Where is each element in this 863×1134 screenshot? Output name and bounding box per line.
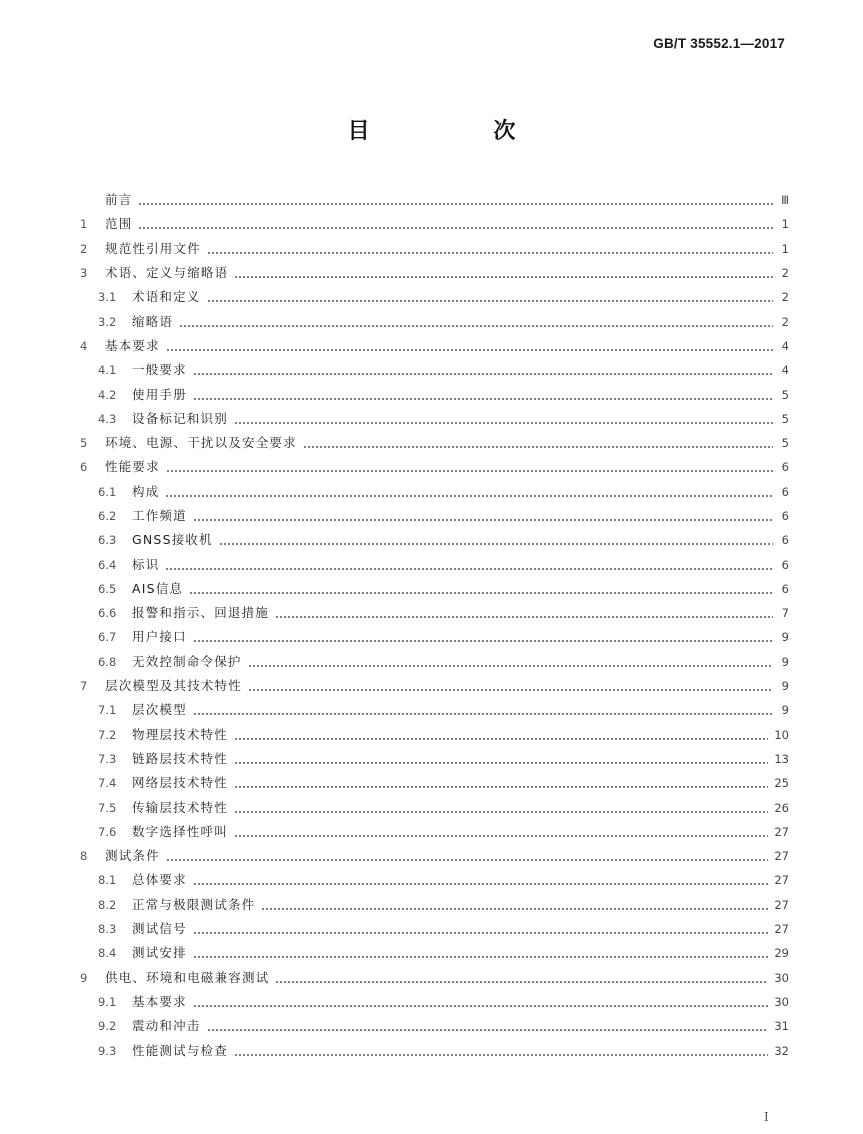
toc-entry-number: 4.3 <box>98 411 117 426</box>
toc-subsection-entry[interactable] <box>80 893 789 917</box>
toc-entry-number: 3.1 <box>98 290 117 305</box>
toc-entry-number: 6.2 <box>98 509 117 523</box>
dot-leader <box>166 844 769 868</box>
toc-subsection-entry[interactable] <box>80 528 789 552</box>
toc-entry-label: AIS信息 <box>132 580 184 596</box>
toc-entry-number: 7.5 <box>98 800 117 815</box>
dot-leader <box>165 553 773 577</box>
toc-entry-number: 7 <box>80 679 88 694</box>
dot-leader <box>179 310 773 334</box>
toc-entry-page: 30 <box>774 994 789 1009</box>
toc-entry-label: 使用手册 <box>132 386 187 402</box>
toc-entry-page: 31 <box>774 1019 789 1034</box>
toc-section-entry[interactable] <box>80 334 789 358</box>
dot-leader <box>234 820 768 844</box>
toc-entry-label: 基本要求 <box>105 337 160 353</box>
toc-entry-number: 3.2 <box>98 314 117 329</box>
toc-entry-number: 6.1 <box>98 484 117 499</box>
toc-entry-number: 1 <box>80 217 88 232</box>
dot-leader <box>193 358 773 382</box>
toc-entry-label: 用户接口 <box>132 629 187 645</box>
toc-entry-label: 范围 <box>105 216 133 232</box>
toc-entry-number: 8.3 <box>98 922 117 937</box>
toc-entry-number: 8 <box>80 849 88 864</box>
toc-entry-label: 工作频道 <box>132 508 187 523</box>
toc-subsection-entry[interactable] <box>80 285 789 309</box>
toc-subsection-entry[interactable] <box>80 577 789 601</box>
toc-entry-page: 6 <box>781 557 789 572</box>
toc-entry-page: 9 <box>781 679 789 694</box>
toc-entry-label: 规范性引用文件 <box>105 240 201 256</box>
standard-code: GB/T 35552.1—2017 <box>653 36 785 51</box>
toc-entry-page: 4 <box>781 363 789 378</box>
toc-section-entry[interactable] <box>80 844 789 868</box>
toc-entry-label: 总体要求 <box>132 872 187 888</box>
toc-entry-label: 层次模型 <box>132 702 187 718</box>
toc-entry-label: 环境、电源、干扰以及安全要求 <box>105 435 297 451</box>
toc-entry-label: GNSS接收机 <box>132 532 213 548</box>
table-of-contents <box>80 188 789 1063</box>
toc-entry-number: 8.1 <box>98 873 117 888</box>
toc-entry-page: 27 <box>774 873 789 888</box>
toc-subsection-entry[interactable] <box>80 358 789 382</box>
dot-leader <box>234 261 773 285</box>
toc-subsection-entry[interactable] <box>80 771 789 795</box>
toc-entry-page: 6 <box>781 509 789 523</box>
toc-entry-label: 网络层技术特性 <box>132 775 228 791</box>
toc-subsection-entry[interactable] <box>80 601 789 625</box>
toc-entry-number: 9.2 <box>98 1019 117 1034</box>
page-number: Ⅰ <box>764 1110 769 1124</box>
toc-entry-number: 6 <box>80 460 88 475</box>
dot-leader <box>193 917 769 941</box>
toc-entry-label: 性能要求 <box>105 459 160 475</box>
toc-entry-page: 27 <box>774 897 789 912</box>
toc-subsection-entry[interactable] <box>80 1014 789 1038</box>
dot-leader <box>193 625 773 649</box>
toc-subsection-entry[interactable] <box>80 795 789 819</box>
toc-entry-label: 正常与极限测试条件 <box>132 896 256 912</box>
dot-leader <box>138 212 773 236</box>
toc-subsection-entry[interactable] <box>80 382 789 406</box>
toc-entry-number: 4.1 <box>98 363 117 378</box>
toc-entry-label: 基本要求 <box>132 993 187 1009</box>
toc-entry-page: 32 <box>774 1043 789 1058</box>
dot-leader <box>234 747 768 771</box>
toc-section-entry[interactable] <box>80 455 789 479</box>
toc-entry-number: 7.4 <box>98 776 117 791</box>
toc-entry-page: 6 <box>781 533 789 548</box>
dot-leader <box>193 868 769 892</box>
toc-subsection-entry[interactable] <box>80 625 789 649</box>
dot-leader <box>303 431 773 455</box>
toc-entry-number: 6.8 <box>98 654 117 669</box>
dot-leader <box>234 723 768 747</box>
toc-subsection-entry[interactable] <box>80 917 789 941</box>
toc-entry-page: 7 <box>781 606 789 621</box>
toc-subsection-entry[interactable] <box>80 480 789 504</box>
dot-leader <box>193 698 773 722</box>
toc-entry-number: 6.4 <box>98 557 117 572</box>
dot-leader <box>207 1014 769 1038</box>
toc-entry-number: 9.1 <box>98 994 117 1009</box>
dot-leader <box>275 601 773 625</box>
toc-entry-label: 测试信号 <box>132 921 187 937</box>
toc-entry-page: 27 <box>774 824 789 839</box>
toc-section-entry[interactable] <box>80 966 789 990</box>
toc-entry-label: 测试条件 <box>105 848 160 864</box>
toc-subsection-entry[interactable] <box>80 723 789 747</box>
dot-leader <box>166 455 773 479</box>
dot-leader <box>261 893 768 917</box>
toc-entry-page: 5 <box>781 411 789 426</box>
dot-leader <box>138 188 773 212</box>
toc-entry-page: 6 <box>781 484 789 499</box>
toc-subsection-entry[interactable] <box>80 407 789 431</box>
dot-leader <box>234 771 768 795</box>
toc-subsection-entry[interactable] <box>80 820 789 844</box>
toc-entry-number: 4.2 <box>98 387 117 402</box>
toc-entry-label: 一般要求 <box>132 362 187 378</box>
toc-entry-label: 测试安排 <box>132 945 187 961</box>
toc-entry-page: 5 <box>781 436 789 451</box>
toc-entry-page: 1 <box>781 217 789 232</box>
toc-section-entry[interactable] <box>80 261 789 285</box>
toc-entry-number: 7.2 <box>98 727 117 742</box>
toc-entry-label: 构成 <box>132 483 160 499</box>
toc-entry-label: 缩略语 <box>132 313 174 329</box>
toc-subsection-entry[interactable] <box>80 1038 789 1062</box>
toc-section-entry[interactable] <box>80 188 789 212</box>
toc-section-entry[interactable] <box>80 674 789 698</box>
toc-entry-page: 6 <box>781 581 789 596</box>
toc-section-entry[interactable] <box>80 212 789 236</box>
toc-entry-page: 1 <box>781 241 789 256</box>
toc-entry-label: 标识 <box>132 556 160 572</box>
toc-subsection-entry[interactable] <box>80 868 789 892</box>
toc-entry-number: 8.2 <box>98 897 117 912</box>
toc-entry-page: 29 <box>774 946 789 961</box>
toc-entry-number: 6.6 <box>98 606 117 621</box>
toc-entry-page: 9 <box>781 654 789 669</box>
dot-leader <box>193 941 769 965</box>
toc-entry-page: 2 <box>781 290 789 305</box>
toc-entry-label: 报警和指示、回退措施 <box>132 605 270 621</box>
toc-entry-number: 7.1 <box>98 703 117 718</box>
toc-entry-page: 27 <box>774 849 789 864</box>
dot-leader <box>234 796 768 820</box>
toc-entry-number: 3 <box>80 266 88 281</box>
toc-subsection-entry[interactable] <box>80 650 789 674</box>
dot-leader <box>166 334 773 358</box>
dot-leader <box>234 1039 768 1063</box>
toc-entry-page: 26 <box>774 800 789 815</box>
toc-entry-label: 震动和冲击 <box>132 1018 201 1034</box>
toc-entry-number: 6.5 <box>98 581 117 596</box>
toc-entry-page: 10 <box>774 727 789 742</box>
toc-entry-page: 4 <box>781 338 789 353</box>
toc-section-entry[interactable] <box>80 237 789 261</box>
toc-entry-page: 5 <box>781 387 789 402</box>
toc-entry-number: 2 <box>80 241 88 256</box>
toc-entry-label: 性能测试与检查 <box>132 1042 228 1058</box>
toc-entry-number: 9.3 <box>98 1043 117 1058</box>
toc-section-entry[interactable] <box>80 431 789 455</box>
toc-entry-number: 7.6 <box>98 824 117 839</box>
toc-subsection-entry[interactable] <box>80 309 789 333</box>
dot-leader <box>248 650 773 674</box>
toc-entry-label: 前言 <box>105 192 133 208</box>
toc-entry-label: 物理层技术特性 <box>132 726 228 742</box>
toc-subsection-entry[interactable] <box>80 990 789 1014</box>
dot-leader <box>189 577 773 601</box>
dot-leader <box>219 528 773 552</box>
toc-entry-label: 供电、环境和电磁兼容测试 <box>105 969 270 985</box>
toc-entry-label: 术语、定义与缩略语 <box>105 265 229 281</box>
toc-entry-label: 传输层技术特性 <box>132 799 228 815</box>
dot-leader <box>207 237 773 261</box>
toc-entry-number: 6.7 <box>98 630 117 645</box>
toc-entry-number: 7.3 <box>98 751 117 766</box>
toc-entry-page: 30 <box>774 970 789 985</box>
toc-entry-label: 无效控制命令保护 <box>132 653 242 669</box>
toc-entry-page: 2 <box>781 314 789 329</box>
toc-entry-page: 6 <box>781 460 789 475</box>
toc-entry-number: 9 <box>80 970 88 985</box>
toc-subsection-entry[interactable] <box>80 504 789 528</box>
toc-entry-number: 5 <box>80 436 88 451</box>
toc-entry-page: 9 <box>781 703 789 718</box>
toc-subsection-entry[interactable] <box>80 747 789 771</box>
toc-entry-page: 13 <box>774 751 789 766</box>
dot-leader <box>234 407 773 431</box>
dot-leader <box>193 504 773 528</box>
toc-entry-number: 8.4 <box>98 946 117 961</box>
dot-leader <box>193 383 773 407</box>
toc-entry-page: Ⅲ <box>781 193 789 208</box>
page-title: 目 次 <box>347 119 574 144</box>
toc-entry-page: 2 <box>781 266 789 281</box>
toc-subsection-entry[interactable] <box>80 941 789 965</box>
dot-leader <box>248 674 773 698</box>
dot-leader <box>207 285 773 309</box>
toc-entry-page: 25 <box>774 776 789 791</box>
toc-entry-label: 数字选择性呼叫 <box>132 823 228 839</box>
toc-subsection-entry[interactable] <box>80 552 789 576</box>
toc-entry-page: 9 <box>781 630 789 645</box>
toc-entry-number: 4 <box>80 338 88 353</box>
dot-leader <box>275 966 768 990</box>
toc-entry-label: 链路层技术特性 <box>132 750 228 766</box>
toc-entry-label: 设备标记和识别 <box>132 410 228 426</box>
toc-subsection-entry[interactable] <box>80 698 789 722</box>
toc-entry-label: 层次模型及其技术特性 <box>105 678 243 694</box>
dot-leader <box>165 480 773 504</box>
dot-leader <box>193 990 769 1014</box>
toc-entry-label: 术语和定义 <box>132 289 201 305</box>
toc-entry-page: 27 <box>774 922 789 937</box>
toc-entry-number: 6.3 <box>98 533 117 548</box>
